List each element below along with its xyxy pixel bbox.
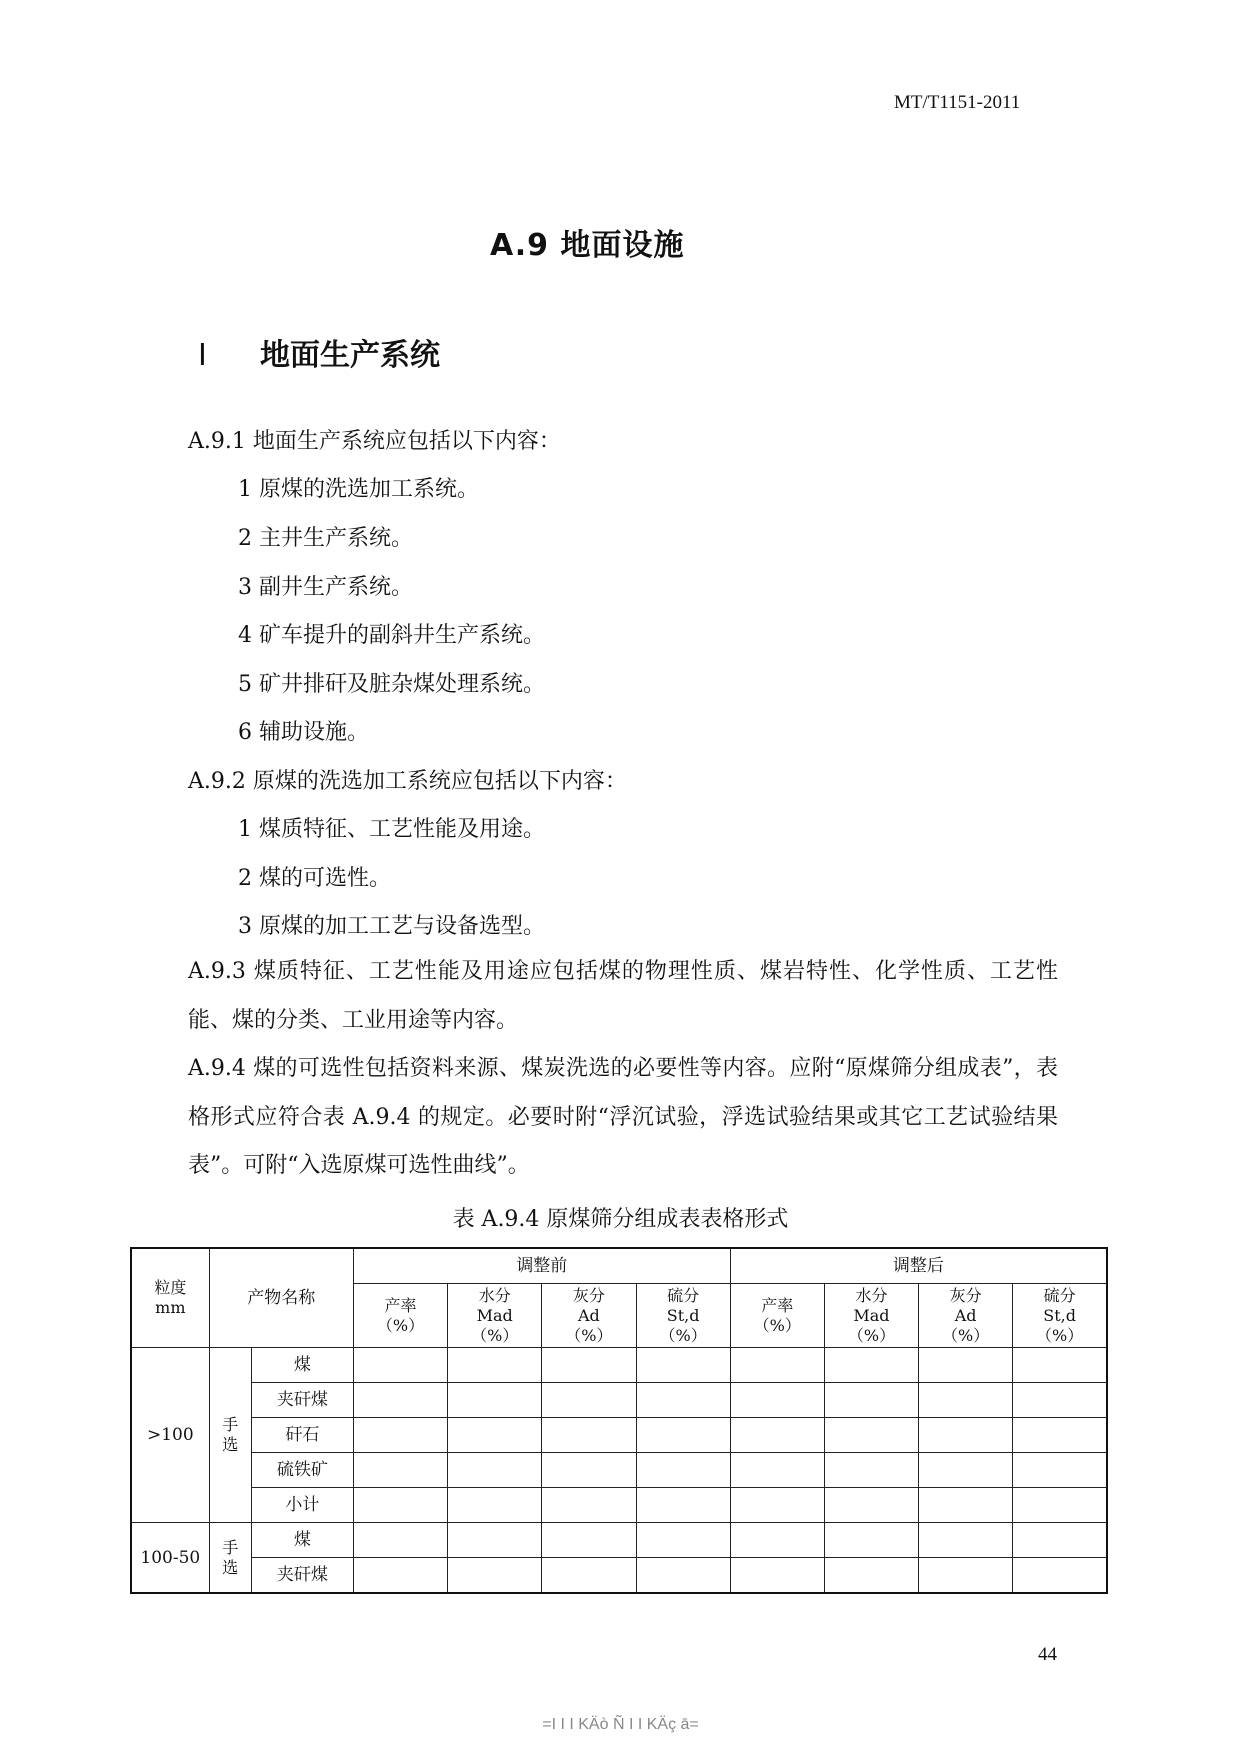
list-item: 5 矿井排矸及脏杂煤处理系统。	[238, 672, 545, 697]
list-item: 4 矿车提升的副斜井生产系统。	[238, 623, 545, 648]
table-row	[131, 1558, 1107, 1594]
table-row	[131, 1488, 1107, 1523]
table-row	[131, 1453, 1107, 1488]
subsection-number: Ⅰ	[198, 339, 207, 372]
size-cell: 100-50	[131, 1523, 209, 1594]
header-yield: 产率 （%）	[353, 1284, 447, 1348]
header-product: 产物名称	[209, 1248, 353, 1348]
clause-a92: A.9.2 原煤的洗选加工系统应包括以下内容：	[188, 769, 627, 794]
header-sulfur: 硫分 St,d （%）	[1013, 1284, 1107, 1348]
table-row	[131, 1348, 1107, 1383]
table-caption: 表 A.9.4 原煤筛分组成表表格形式	[452, 1207, 789, 1232]
clause-a91: A.9.1 地面生产系统应包括以下内容：	[188, 429, 561, 454]
header-ash: 灰分 Ad （%）	[919, 1284, 1013, 1348]
document-code: MT/T1151-2011	[894, 92, 1021, 113]
header-moisture: 水分 Mad （%）	[448, 1284, 542, 1348]
clause-a94: A.9.4 煤的可选性包括资料来源、煤炭洗选的必要性等内容。应附“原煤筛分组成表”，表格形式应符合表 A.9.4 的规定。必要时附“浮沉试验，浮选试验结果或其它工艺试验结果表”。可附“入选原煤可选性曲线”。	[188, 1056, 1058, 1178]
header-yield: 产率 （%）	[730, 1284, 824, 1348]
product-cell: 矸石	[251, 1418, 353, 1453]
method-cell: 手 选	[209, 1523, 251, 1594]
product-cell: 小计	[251, 1488, 353, 1523]
page-number: 44	[1038, 1644, 1057, 1665]
list-item: 3 原煤的加工工艺与设备选型。	[238, 914, 545, 939]
list-item: 6 辅助设施。	[238, 720, 369, 745]
product-cell: 煤	[251, 1348, 353, 1383]
list-item: 1 原煤的洗选加工系统。	[238, 477, 479, 502]
table-row	[131, 1418, 1107, 1453]
size-cell: >100	[131, 1348, 209, 1523]
product-cell: 硫铁矿	[251, 1453, 353, 1488]
list-item: 2 主井生产系统。	[238, 526, 413, 551]
subsection-title: 地面生产系统	[260, 338, 440, 373]
product-cell: 夹矸煤	[251, 1383, 353, 1418]
header-ash: 灰分 Ad （%）	[542, 1284, 636, 1348]
subsection-heading	[198, 330, 440, 374]
header-moisture: 水分 Mad （%）	[824, 1284, 918, 1348]
coal-screening-table	[130, 1247, 1108, 1594]
header-size: 粒度 mm	[131, 1248, 209, 1348]
header-before: 调整前	[353, 1248, 730, 1284]
header-after: 调整后	[730, 1248, 1107, 1284]
table-row	[131, 1523, 1107, 1558]
product-cell: 夹矸煤	[251, 1558, 353, 1594]
list-item: 1 煤质特征、工艺性能及用途。	[238, 817, 545, 842]
header-sulfur: 硫分 St,d （%）	[636, 1284, 730, 1348]
list-item: 2 煤的可选性。	[238, 866, 391, 891]
footer-watermark: =I I I KÄò Ñ I I KÄç ā=	[542, 1716, 699, 1733]
table-row	[131, 1383, 1107, 1418]
section-title: A.9 地面设施	[490, 228, 685, 263]
list-item: 3 副井生产系统。	[238, 575, 413, 600]
clause-a93: A.9.3 煤质特征、工艺性能及用途应包括煤的物理性质、煤岩特性、化学性质、工艺性能、煤的分类、工业用途等内容。	[188, 959, 1058, 1033]
product-cell: 煤	[251, 1523, 353, 1558]
method-cell: 手 选	[209, 1348, 251, 1523]
